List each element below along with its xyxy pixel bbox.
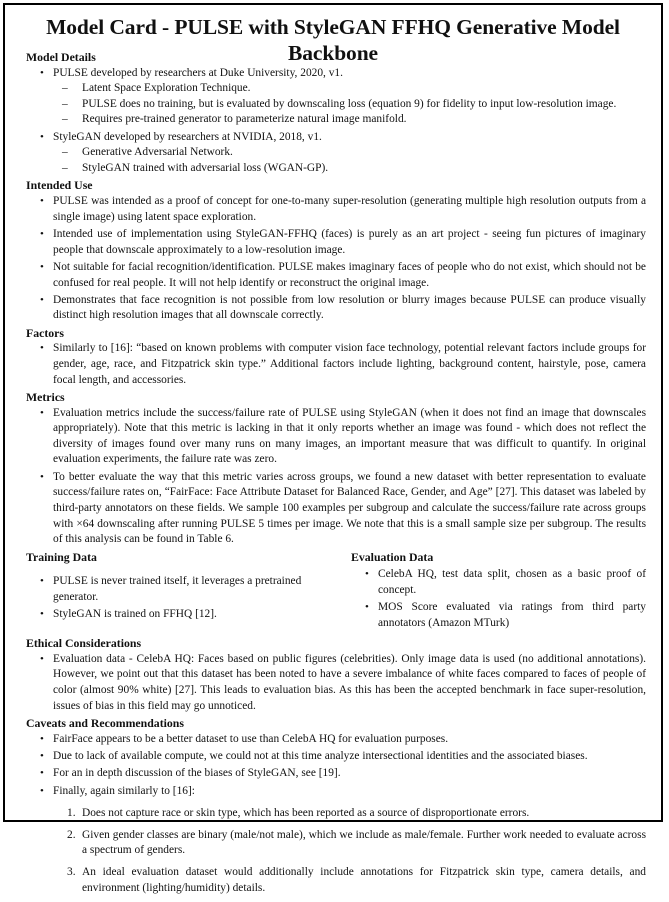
section-heading: Ethical Considerations	[26, 636, 142, 651]
list-item: • MOS Score evaluated via ratings from third party annotators (Amazon MTurk)	[378, 600, 646, 631]
list-item: • PULSE is never trained itself, it leverages a pretrained generator.	[53, 574, 323, 605]
item-number: 2.	[67, 828, 76, 841]
section-training-data	[26, 550, 323, 634]
numbered-item	[67, 806, 646, 822]
list-item: • PULSE was intended as a proof of concept for one-to-many super-resolution (generating multiple high resolution outputs from a single image) using latent space exploration.	[53, 194, 646, 225]
model-card	[3, 3, 663, 894]
list-item: • CelebA HQ, test data split, chosen as a basic proof of concept.	[378, 567, 646, 598]
list-item: • FairFace appears to be a better dataset to use than CelebA HQ for evaluation purposes.	[53, 732, 646, 748]
section-model-details	[26, 50, 646, 177]
section-evaluation-data	[351, 550, 646, 634]
list-item: • To better evaluate the way that this metric varies across groups, we found a new dataset with better representation to evaluate success/failure rates on, “FairFace: Face Attribute Dataset for Balanced Race, Gender, and Age” [27]. This dataset was labeled by third-party annotators on these fields. We sample 100 examples per subgroup and calculate the success/failure rate across groups with ×64 downscaling after running PULSE 5 times per image. We note that this is a small sample size per subgroup. The results of this analysis can be found in Table 6.	[53, 470, 646, 548]
sub-list-item: – Latent Space Exploration Technique.	[82, 81, 646, 97]
list-item	[53, 66, 646, 128]
section-caveats	[26, 716, 646, 896]
section-heading: Factors	[26, 325, 64, 340]
list-item: • Evaluation metrics include the success/failure rate of PULSE using StyleGAN (when it does not find an image that downscales appropriately). Note that this metric is lacking in that it only reports whether an image was found - which does not reflect the diversity of images found over many runs on many images, an important measure that was difficult to quantify. In original evaluation experiments, the failure rate was zero.	[53, 406, 646, 468]
list-item: • For an in depth discussion of the biases of StyleGAN, see [19].	[53, 766, 646, 782]
item-number: 3.	[67, 866, 76, 879]
section-heading: Metrics	[26, 390, 65, 405]
numbered-item-text: Given gender classes are binary (male/not male), which we include as male/female. Further work needed to evaluate across a spectrum of genders.	[82, 828, 646, 857]
section-factors	[26, 326, 646, 388]
numbered-item-text: An ideal evaluation dataset would additionally include annotations for Fitzpatrick skin type, camera details, and environment (lighting/humidity) details.	[82, 866, 646, 894]
section-heading: Intended Use	[26, 178, 93, 193]
list-item: • Not suitable for facial recognition/identification. PULSE makes imaginary faces of people who do not exist, which should not be confused for real people. It will not help identify or reconstruct the original image.	[53, 260, 646, 291]
card-content	[26, 50, 646, 902]
list-item: • Due to lack of available compute, we could not at this time analyze intersectional identities and the associated biases.	[53, 749, 646, 765]
section-ethical-considerations	[26, 636, 646, 714]
section-heading: Evaluation Data	[351, 549, 434, 564]
section-heading: Training Data	[26, 549, 97, 564]
data-columns	[26, 550, 646, 634]
numbered-item	[67, 828, 646, 859]
list-item: • StyleGAN is trained on FFHQ [12].	[53, 607, 323, 623]
list-item: • Evaluation data - CelebA HQ: Faces based on public figures (celebrities). Only image data is used (no additional annotations). However, we point out that this dataset has been noted to have a severe imbalance of white faces compared to faces of people of color (almost 90% white) [27]. This leads to evaluation bias. As this has been the accepted benchmark in face super-resolution, issues of bias in this field may go unnoticed.	[53, 652, 646, 714]
list-item-text: StyleGAN developed by researchers at NVIDIA, 2018, v1.	[53, 130, 322, 143]
section-metrics	[26, 390, 646, 548]
page-title: Model Card - PULSE with StyleGAN FFHQ Generative Model Backbone	[46, 15, 620, 65]
numbered-item-text: Does not capture race or skin type, which has been reported as a source of disproportionate errors.	[82, 807, 530, 820]
numbered-item	[67, 865, 646, 896]
section-heading: Model Details	[26, 50, 96, 64]
list-item: • Intended use of implementation using StyleGAN-FFHQ (faces) is purely as an art project - seeing fun pictures of imaginary people that downscale approximately to a low-resolution image.	[53, 227, 646, 258]
sub-list-item: – StyleGAN trained with adversarial loss (WGAN-GP).	[82, 161, 646, 177]
list-item	[53, 784, 646, 897]
list-item-text: PULSE developed by researchers at Duke University, 2020, v1.	[53, 66, 343, 79]
list-item: • Similarly to [16]: “based on known problems with computer vision face technology, potential relevant factors include groups for gender, age, race, and Fitzpatrick skin type.” Additional factors include lighting, background content, hairstyle, pose, camera focal length, and accessories.	[53, 341, 646, 388]
sub-list-item: – PULSE does no training, but is evaluated by downscaling loss (equation 9) for fidelity to input low-resolution image.	[82, 97, 646, 113]
sub-list-item: – Generative Adversarial Network.	[82, 145, 646, 161]
section-heading: Caveats and Recommendations	[26, 715, 184, 730]
item-number: 1.	[67, 807, 76, 820]
section-intended-use	[26, 178, 646, 324]
sub-list-item: – Requires pre-trained generator to parameterize natural image manifold.	[82, 112, 646, 128]
list-item: • Demonstrates that face recognition is not possible from low resolution or blurry images because PULSE can produce visually distinct high resolution images that all downscale correctly.	[53, 293, 646, 324]
list-item	[53, 130, 646, 177]
list-item-text: Finally, again similarly to [16]:	[53, 784, 195, 797]
